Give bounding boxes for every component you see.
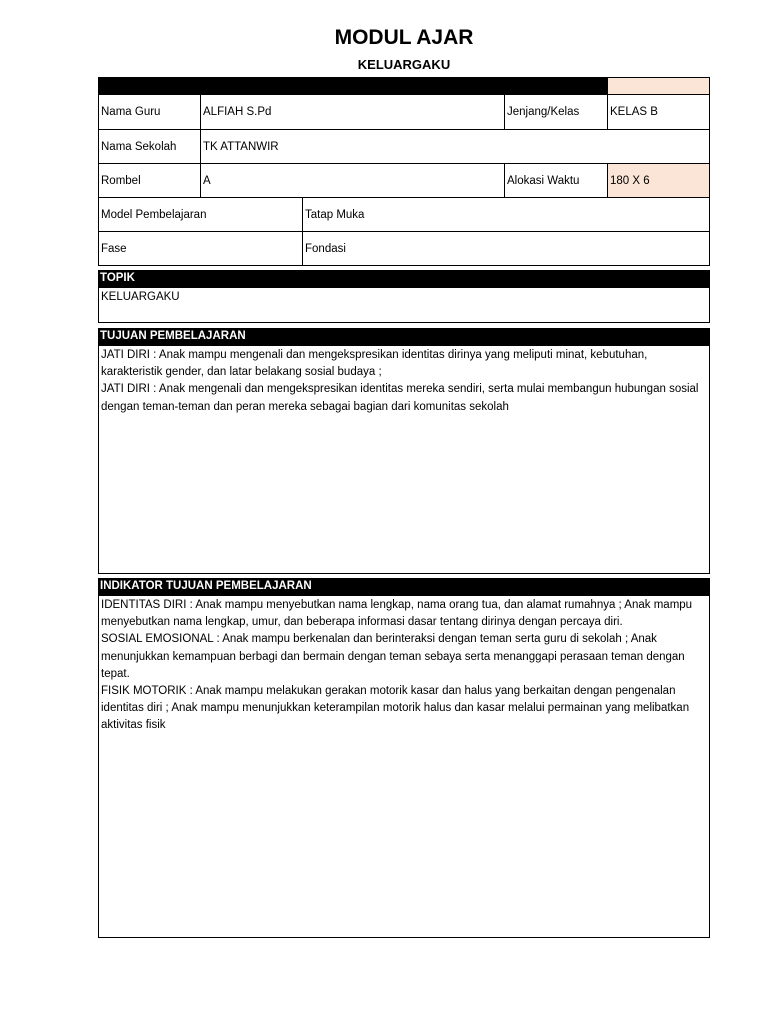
nama-sekolah-label: Nama Sekolah: [98, 129, 201, 164]
indikator-heading: INDIKATOR TUJUAN PEMBELAJARAN: [98, 578, 710, 596]
jenjang-kelas-label: Jenjang/Kelas: [504, 94, 608, 130]
document-title: MODUL AJAR: [334, 26, 474, 49]
rombel-value: A: [200, 163, 505, 198]
model-pembelajaran-value: Tatap Muka: [302, 197, 710, 232]
nama-sekolah-value: TK ATTANWIR: [200, 129, 710, 164]
tujuan-heading: TUJUAN PEMBELAJARAN: [98, 328, 710, 346]
topik-body: [98, 288, 710, 323]
nama-guru-value: ALFIAH S.Pd: [200, 94, 505, 130]
jenjang-kelas-value: KELAS B: [607, 94, 710, 130]
tujuan-body: [98, 346, 710, 574]
indikator-body: [98, 596, 710, 938]
model-pembelajaran-label: Model Pembelajaran: [98, 197, 303, 232]
tujuan-paragraph: JATI DIRI : Anak mengenali dan mengekspresikan identitas mereka sendiri, serta mulai membangun hubungan sosial dengan teman-teman dan peran mereka sebagai bagian dari komunitas sekolah: [101, 383, 699, 413]
info-table-header-bar: [98, 77, 608, 95]
document-subtitle: KELUARGAKU: [357, 57, 451, 72]
tujuan-paragraph: JATI DIRI : Anak mampu mengenali dan mengekspresikan identitas dirinya yang meliputi minat, kebutuhan, karakteristik gender, dan latar belakang sosial budaya ;: [101, 349, 648, 379]
topik-heading: TOPIK: [98, 270, 710, 288]
fase-value: Fondasi: [302, 231, 710, 266]
alokasi-waktu-label: Alokasi Waktu: [504, 163, 608, 198]
rombel-label: Rombel: [98, 163, 201, 198]
alokasi-waktu-value: 180 X 6: [607, 163, 710, 198]
info-table-header-accent-cell: [607, 77, 710, 95]
fase-label: Fase: [98, 231, 303, 266]
indikator-paragraph: FISIK MOTORIK : Anak mampu melakukan gerakan motorik kasar dan halus yang berkaitan dengan pengenalan identitas diri ; Anak mampu menunjukkan keterampilan motorik halus dan kasar melalui permainan yang melibatkan aktivitas fisik: [101, 685, 690, 732]
topik-text: KELUARGAKU: [101, 291, 180, 303]
indikator-paragraph: SOSIAL EMOSIONAL : Anak mampu berkenalan dan berinteraksi dengan teman serta guru di sekolah ; Anak menunjukkan kemampuan berbagi dan bermain dengan teman sebaya serta menanggapi perasaan teman dengan tepat.: [101, 633, 685, 680]
nama-guru-label: Nama Guru: [98, 94, 201, 130]
indikator-paragraph: IDENTITAS DIRI : Anak mampu menyebutkan nama lengkap, nama orang tua, dan alamat rumahnya ; Anak mampu menyebutkan nama lengkap, umur, dan beberapa informasi dasar tentang dirinya dengan percaya diri.: [101, 599, 693, 629]
